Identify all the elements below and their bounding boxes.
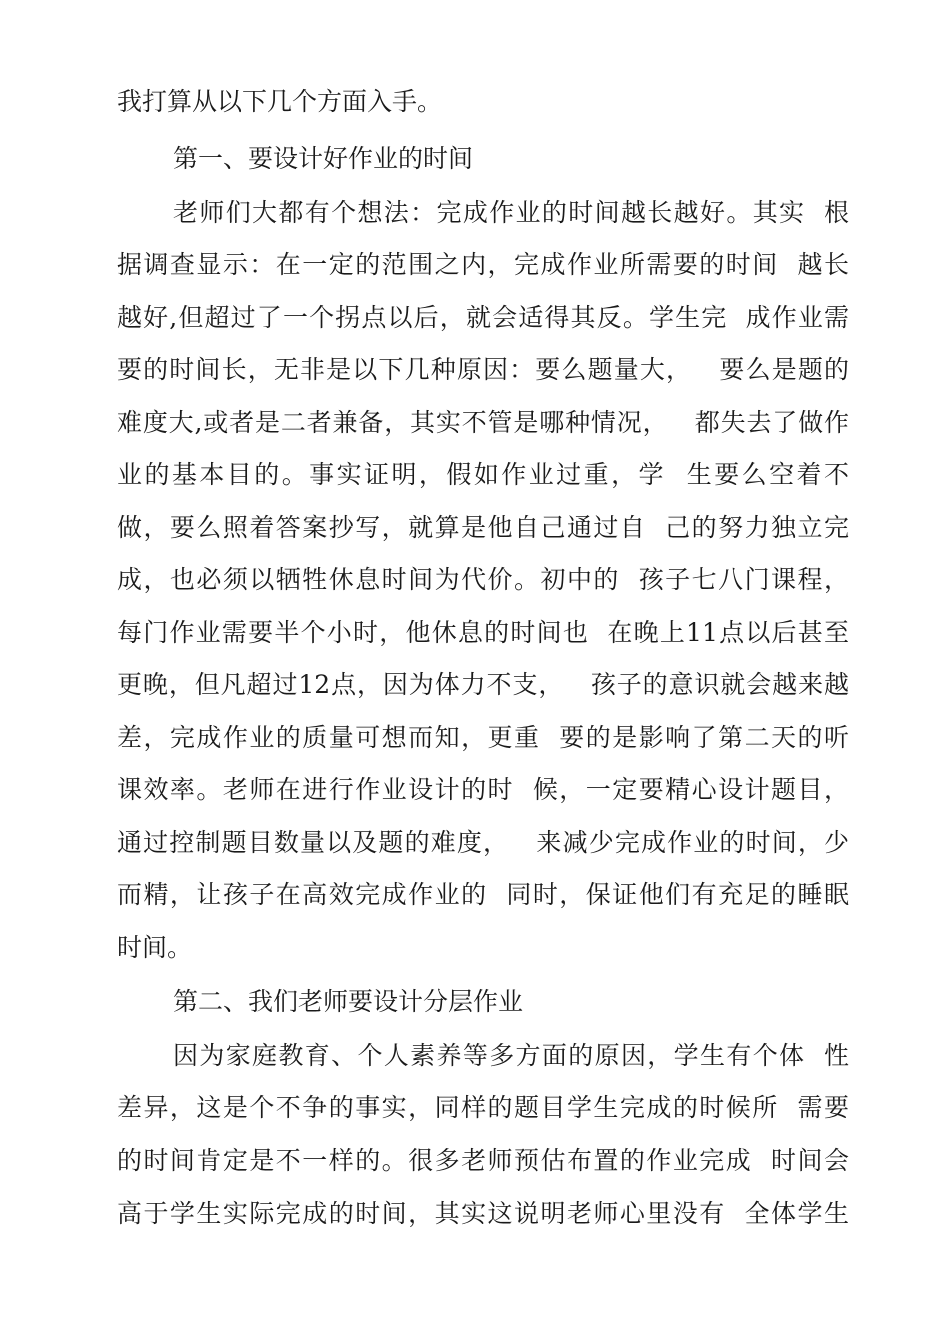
text-line-11: 每门作业需要半个小时，他休息的时间也 在晚上11点以后甚至: [117, 618, 849, 647]
text-line-4: 据调查显示：在一定的范围之内，完成作业所需要的时间 越长: [117, 250, 849, 279]
text-line-17: 时间。: [117, 933, 193, 962]
text-line-3: 老师们大都有个想法：完成作业的时间越长越好。其实 根: [173, 198, 849, 227]
text-line-10: 成，也必须以牺牲休息时间为代价。初中的 孩子七八门课程，: [117, 565, 849, 594]
text-line-9: 做，要么照着答案抄写，就算是他自己通过自 己的努力独立完: [117, 513, 849, 542]
text-line-5: 越好,但超过了一个拐点以后，就会适得其反。学生完 成作业需: [117, 303, 849, 332]
text-line-8: 业的基本目的。事实证明，假如作业过重，学 生要么空着不: [117, 460, 849, 489]
text-line-22: 高于学生实际完成的时间，其实这说明老师心里没有 全体学生: [117, 1199, 849, 1228]
text-line-21: 的时间肯定是不一样的。很多老师预估布置的作业完成 时间会: [117, 1146, 849, 1175]
text-line-19: 因为家庭教育、个人素养等多方面的原因，学生有个体 性: [173, 1041, 849, 1070]
text-line-20: 差异，这是个不争的事实，同样的题目学生完成的时候所 需要: [117, 1093, 849, 1122]
text-line-13: 差，完成作业的质量可想而知，更重 要的是影响了第二天的听: [117, 723, 849, 752]
text-line-6: 要的时间长，无非是以下几种原因：要么题量大， 要么是题的: [117, 355, 849, 384]
text-line-15: 通过控制题目数量以及题的难度， 来减少完成作业的时间，少: [117, 828, 849, 857]
heading-section-1: 第一、要设计好作业的时间: [173, 144, 474, 173]
heading-section-2: 第二、我们老师要设计分层作业: [173, 987, 524, 1016]
text-line-16: 而精，让孩子在高效完成作业的 同时，保证他们有充足的睡眠: [117, 880, 849, 909]
text-line-1: 我打算从以下几个方面入手。: [117, 87, 443, 116]
text-line-14: 课效率。老师在进行作业设计的时 候，一定要精心设计题目，: [117, 775, 849, 804]
text-line-7: 难度大,或者是二者兼备，其实不管是哪种情况， 都失去了做作: [117, 408, 849, 437]
text-line-12: 更晚，但凡超过12点，因为体力不支， 孩子的意识就会越来越: [117, 670, 849, 699]
